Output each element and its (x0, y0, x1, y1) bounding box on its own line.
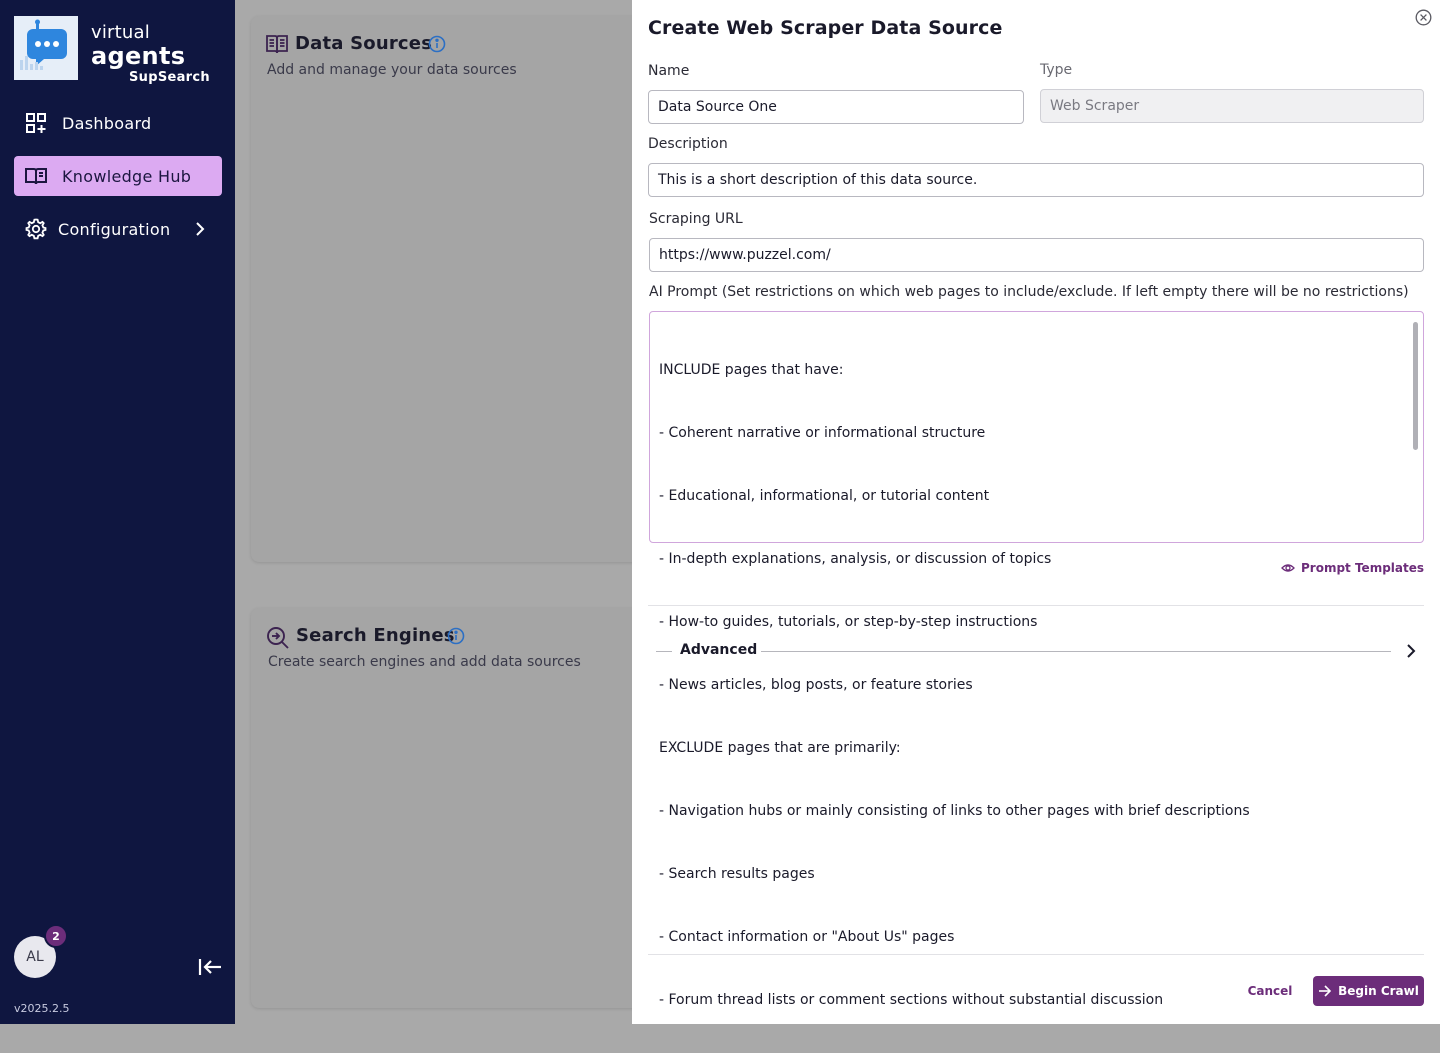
ai-prompt-label: AI Prompt (Set restrictions on which web pages to include/exclude. If left empty there will be no restrictions) (649, 284, 1409, 300)
app-version: v2025.2.5 (14, 1002, 70, 1015)
description-label: Description (648, 136, 728, 152)
description-field[interactable]: This is a short description of this data source. (648, 163, 1424, 197)
prompt-line: - News articles, blog posts, or feature stories (659, 677, 973, 693)
prompt-line: - In-depth explanations, analysis, or discussion of topics (659, 551, 1052, 567)
chevron-right-icon[interactable] (1401, 641, 1421, 661)
brand-line2: agents (91, 42, 186, 70)
search-engine-icon (266, 626, 290, 650)
name-field[interactable]: Data Source One (648, 90, 1024, 124)
arrow-right-icon (1318, 984, 1332, 998)
search-engines-subtitle: Create search engines and add data sources (268, 654, 581, 670)
data-sources-card (251, 16, 651, 562)
avatar[interactable]: AL (14, 936, 56, 978)
advanced-divider-left (656, 651, 672, 652)
create-data-source-panel (632, 0, 1440, 1024)
sidebar-item-knowledge-hub[interactable] (14, 156, 222, 196)
name-label: Name (648, 63, 690, 79)
collapse-left-icon[interactable] (197, 956, 223, 978)
search-engines-card (251, 608, 651, 1008)
divider (648, 605, 1424, 606)
chevron-right-icon (190, 219, 210, 239)
ai-prompt-content (650, 312, 1423, 1053)
data-sources-subtitle: Add and manage your data sources (267, 62, 517, 78)
data-sources-title: Data Sources (295, 33, 433, 54)
type-field: Web Scraper (1040, 89, 1424, 123)
close-icon[interactable] (1415, 9, 1432, 26)
advanced-section-toggle[interactable]: Advanced (680, 642, 758, 658)
sidebar-item-configuration[interactable] (14, 209, 222, 249)
eye-icon (1281, 561, 1295, 575)
footer-divider (648, 954, 1424, 955)
gear-icon (24, 217, 48, 241)
scraping-url-label: Scraping URL (649, 211, 743, 227)
chatbot-robot-icon (14, 16, 78, 80)
cancel-button[interactable]: Cancel (1247, 984, 1293, 998)
search-engines-title: Search Engines (296, 625, 455, 646)
prompt-templates-link[interactable] (1281, 561, 1424, 575)
brand-product: SupSearch (129, 70, 210, 85)
info-icon[interactable] (447, 627, 465, 645)
prompt-line: - Forum thread lists or comment sections without substantial discussion (659, 992, 1164, 1008)
logo (14, 16, 78, 80)
prompt-line: - Navigation hubs or mainly consisting of links to other pages with brief descriptions (659, 803, 1250, 819)
type-label: Type (1040, 62, 1073, 78)
panel-title: Create Web Scraper Data Source (648, 17, 1003, 39)
sidebar-item-label: Configuration (58, 219, 171, 239)
scraping-url-field[interactable]: https://www.puzzel.com/ (649, 238, 1424, 272)
prompt-line: EXCLUDE pages that are primarily: (659, 740, 901, 756)
begin-crawl-label: Begin Crawl (1338, 984, 1419, 998)
sidebar-item-label: Knowledge Hub (62, 166, 192, 186)
textarea-scrollbar[interactable] (1413, 322, 1418, 450)
prompt-line: - Search results pages (659, 866, 815, 882)
brand-line1: virtual (91, 22, 150, 43)
prompt-line: INCLUDE pages that have: (659, 362, 844, 378)
prompt-templates-label: Prompt Templates (1301, 561, 1425, 575)
notification-badge: 2 (44, 924, 68, 948)
sidebar-item-dashboard[interactable] (14, 103, 222, 143)
advanced-divider-right (761, 651, 1391, 652)
book-icon (266, 33, 288, 55)
sidebar-item-label: Dashboard (62, 113, 152, 133)
prompt-line: - How-to guides, tutorials, or step-by-step instructions (659, 614, 1038, 630)
prompt-line: - Coherent narrative or informational structure (659, 425, 986, 441)
begin-crawl-button[interactable] (1313, 976, 1424, 1006)
prompt-line: - Educational, informational, or tutorial content (659, 488, 990, 504)
prompt-line: - Contact information or "About Us" pages (659, 929, 955, 945)
brand-wordmark (91, 22, 210, 85)
book-icon (24, 164, 48, 188)
sidebar (0, 0, 235, 1024)
dashboard-grid-icon (24, 111, 48, 135)
info-icon[interactable] (428, 35, 446, 53)
